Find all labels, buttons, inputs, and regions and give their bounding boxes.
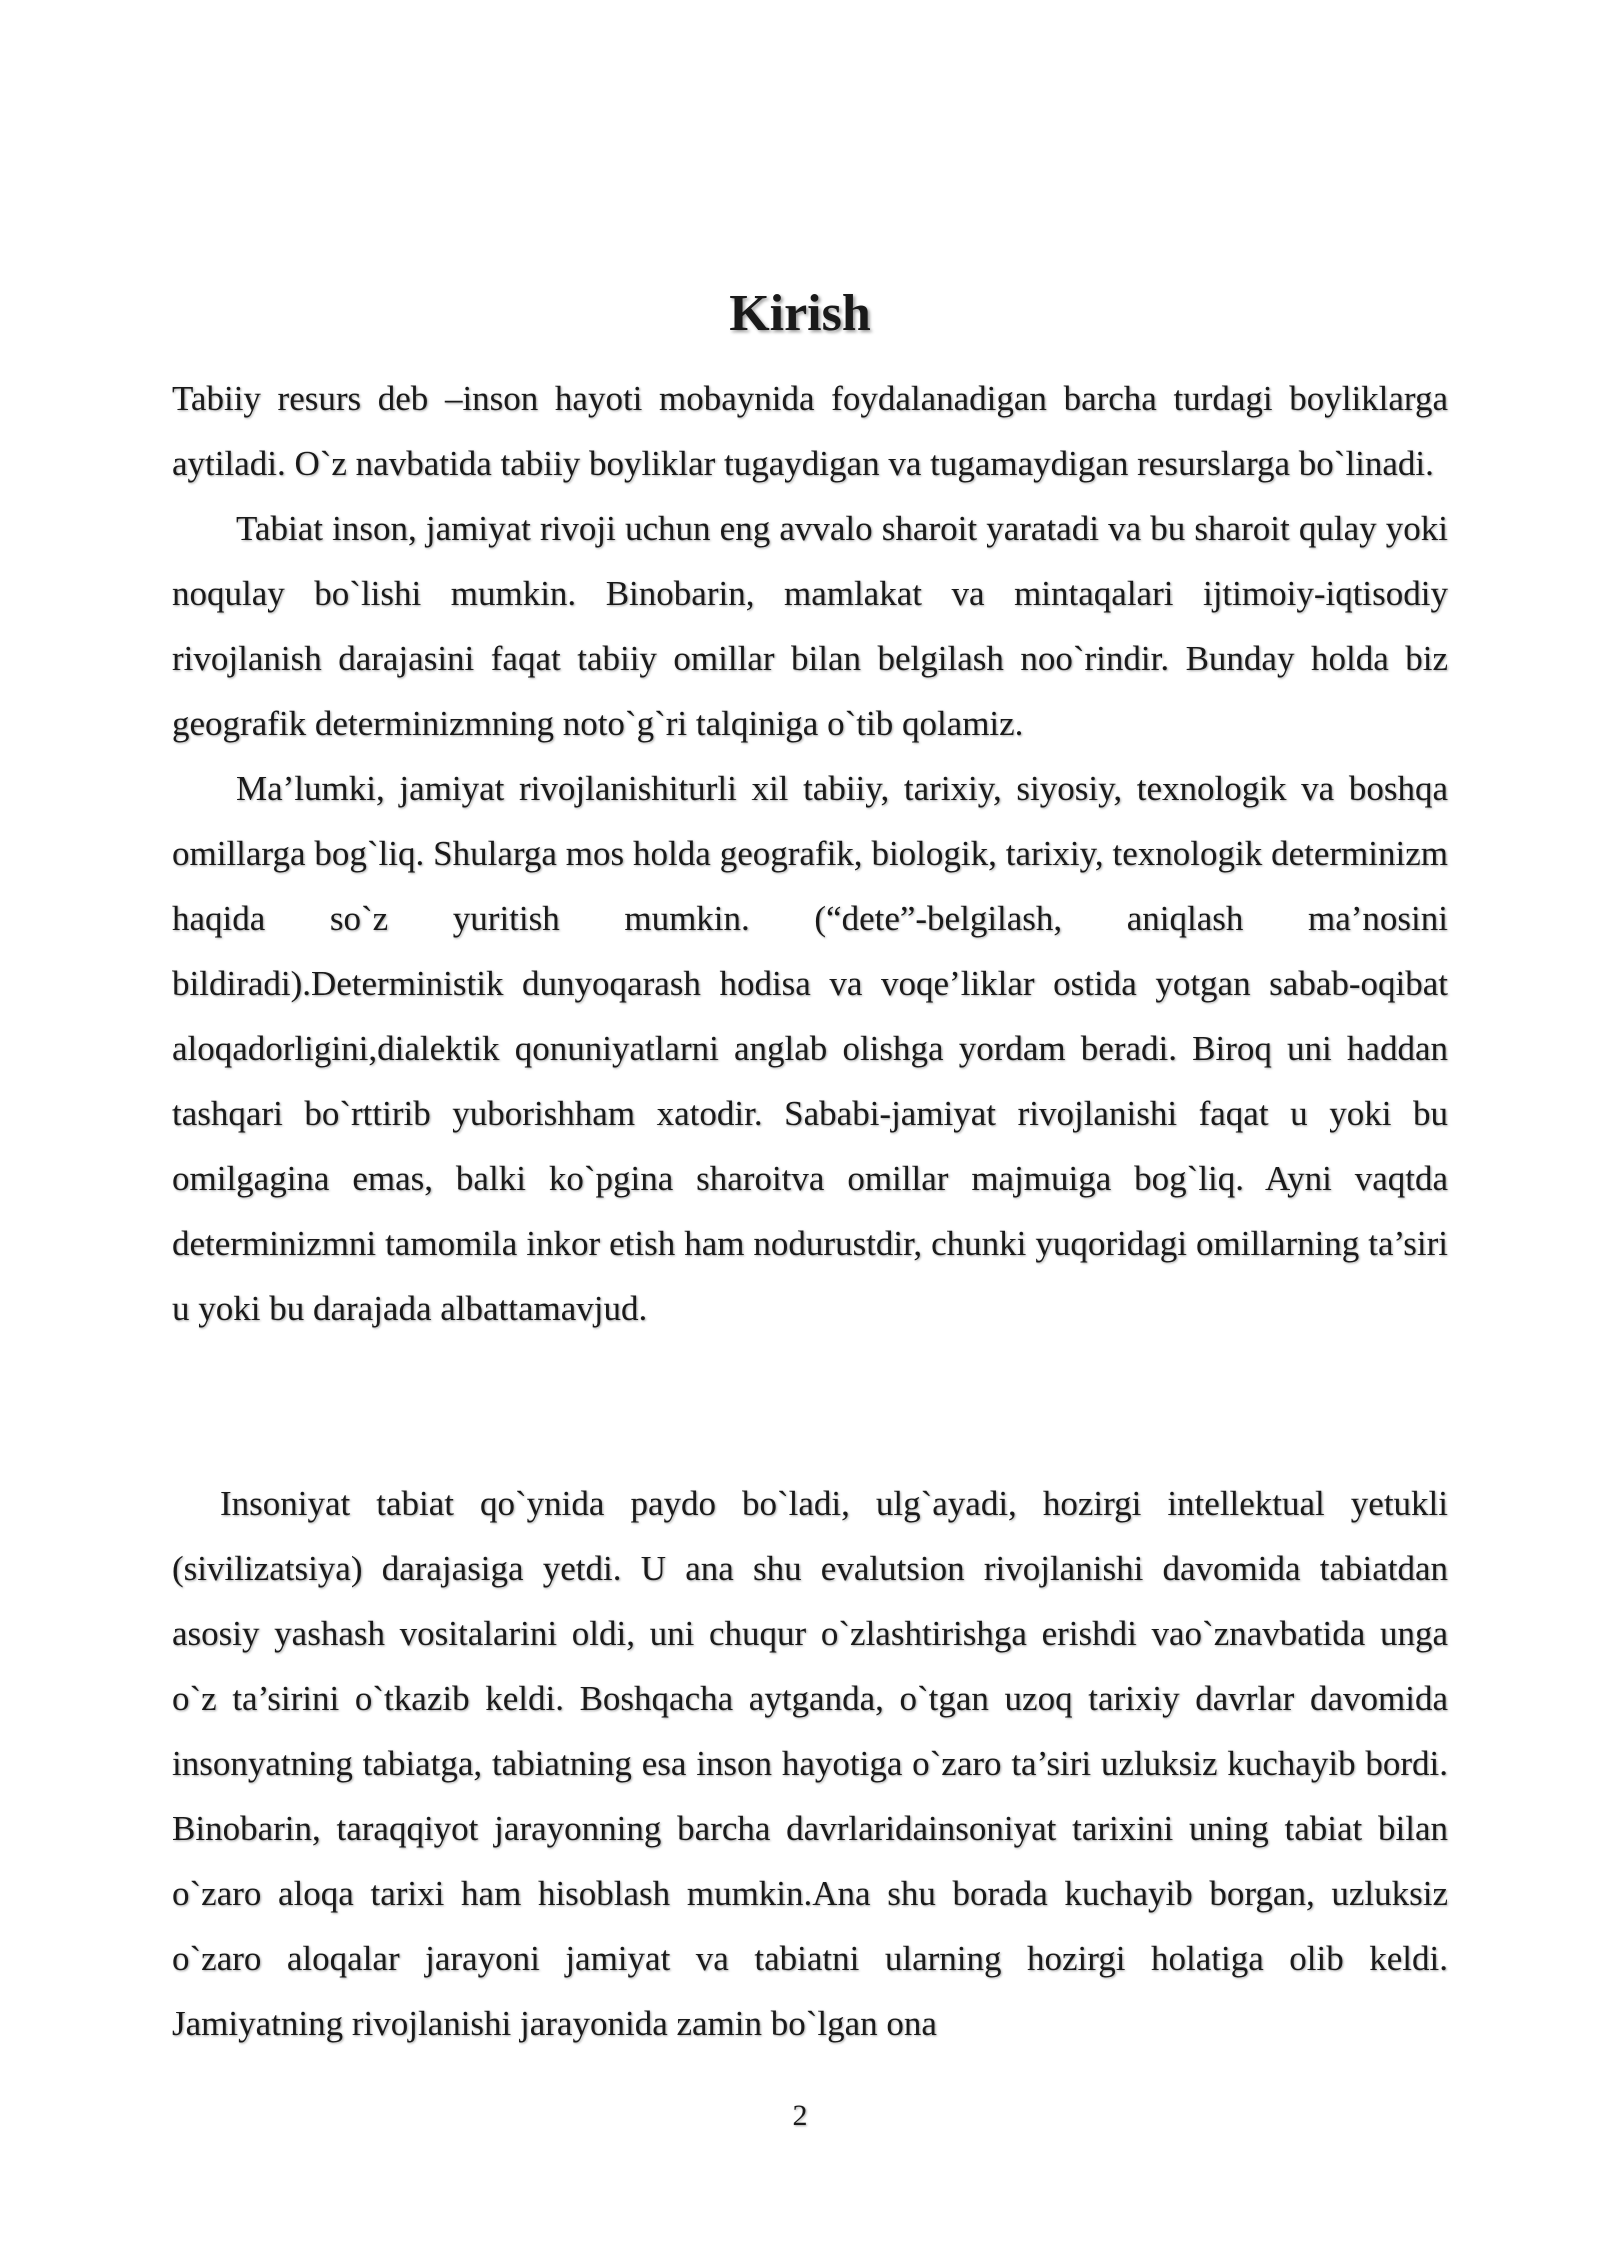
text-block-upper bbox=[172, 366, 1448, 1341]
paragraph-determinism: Ma’lumki, jamiyat rivojlanishiturli xil tabiiy, tarixiy, siyosiy, texnologik va boshqa omillarga bog`liq. Shularga mos holda geografik, biologik, tarixiy, texnologik determinizm haqida so`z yuritish mumkin. (“dete”-belgilash, aniqlash ma’nosini bildiradi).Deterministik dunyoqarash hodisa va voqe’liklar ostida yotgan sabab-oqibat aloqadorligini,dialektik qonuniyatlarni anglab olishga yordam beradi. Biroq uni haddan tashqari bo`rttirib yuborishham xatodir. Sababi-jamiyat rivojlanishi faqat u yoki bu omilgagina emas, balki ko`pgina sharoitva omillar majmuiga bog`liq. Ayni vaqtda determinizmni tamomila inkor etish ham nodurustdir, chunki yuqoridagi omillarning ta’siri u yoki bu darajada albattamavjud. bbox=[172, 769, 1448, 1328]
paragraph-humanity-and-nature: Insoniyat tabiat qo`ynida paydo bo`ladi, ulg`ayadi, hozirgi intellektual yetukli (sivilizatsiya) darajasiga yetdi. U ana shu evalutsion rivojlanishi davomida tabiatdan asosiy yashash vositalarini oldi, uni chuqur o`zlashtirishga erishdi vao`znavbatida unga o`z ta’sirini o`tkazib keldi. Boshqacha aytganda, o`tgan uzoq tarixiy davrlar davomida insonyatning tabiatga, tabiatning esa inson hayotiga o`zaro ta’siri uzluksiz kuchayib bordi. Binobarin, taraqqiyot jarayonning barcha davrlaridainsoniyat tarixini uning tabiat bilan o`zaro aloqa tarixi ham hisoblash mumkin.Ana shu borada kuchayib borgan, uzluksiz o`zaro aloqalar jarayoni jamiyat va tabiatni ularning hozirgi holatiga olib keldi. Jamiyatning rivojlanishi jarayonida zamin bo`lgan ona bbox=[172, 1484, 1448, 2043]
page-number: 2 bbox=[792, 2099, 808, 2132]
paragraph-nature-and-society: Tabiat inson, jamiyat rivoji uchun eng avvalo sharoit yaratadi va bu sharoit qulay yoki noqulay bo`lishi mumkin. Binobarin, mamlakat va mintaqalari ijtimoiy-iqtisodiy rivojlanish darajasini faqat tabiiy omillar bilan belgilash noo`rindir. Bunday holda biz geografik determinizmning noto`g`ri talqiniga o`tib qolamiz. bbox=[172, 509, 1448, 743]
page-title: Kirish bbox=[729, 285, 871, 342]
text-block-lower bbox=[172, 1471, 1448, 2056]
paragraph-natural-resources: Tabiiy resurs deb –inson hayoti mobaynida foydalanadigan barcha turdagi boyliklarga aytiladi. O`z navbatida tabiiy boyliklar tugaydigan va tugamaydigan resurslarga bo`linadi. bbox=[172, 379, 1448, 483]
